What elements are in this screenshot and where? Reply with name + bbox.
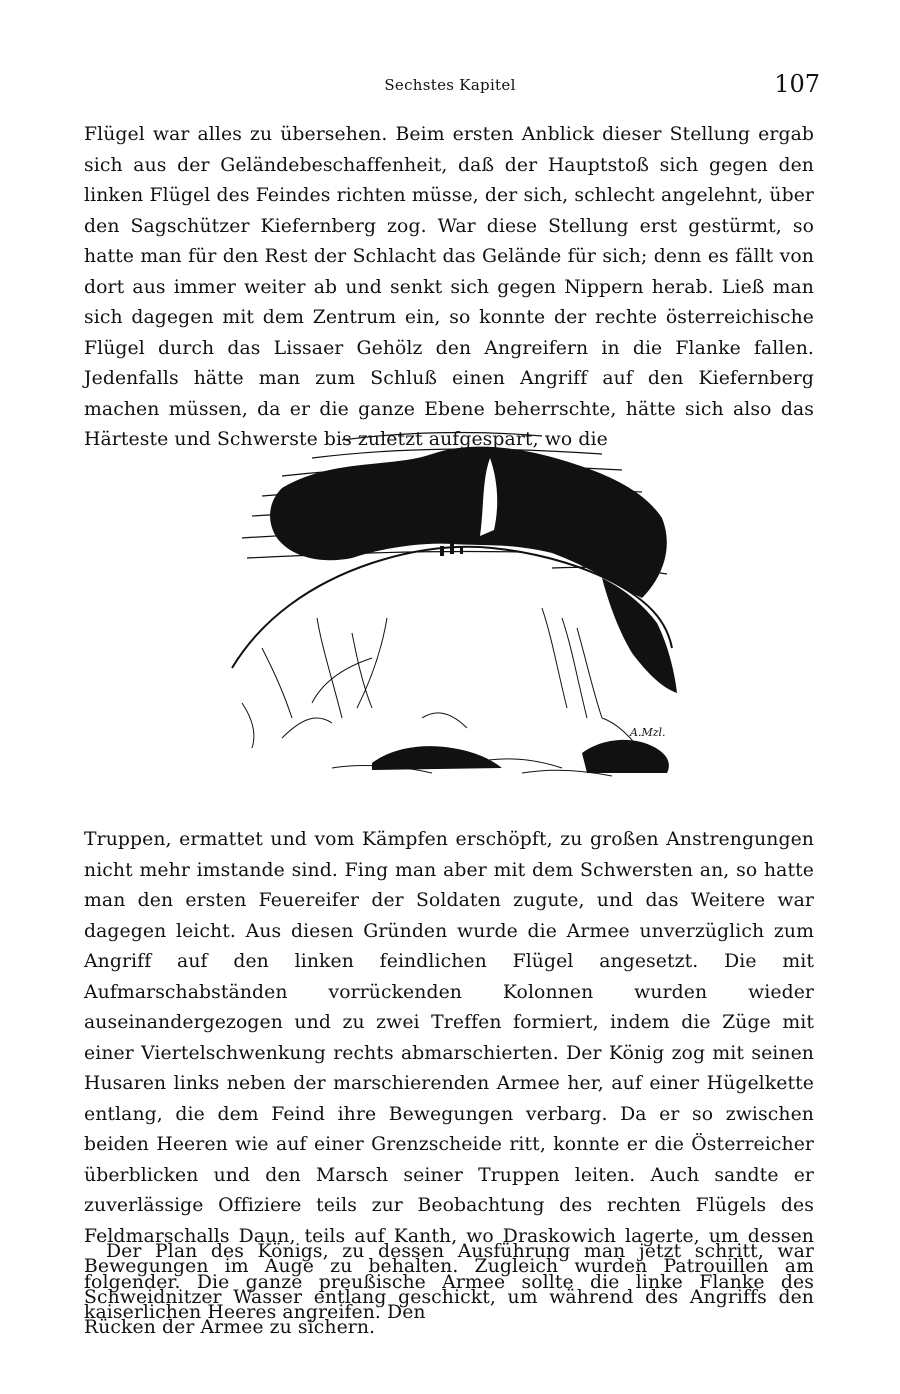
hill-illustration: [222, 418, 682, 790]
hill-engraving: [222, 418, 682, 790]
body-paragraph-3: Der Plan des Königs, zu dessen Ausführung man jetzt schritt, war folgender. Die ganze preußische Armee sollte die linke Flanke des kaiserlichen Heeres angreifen. Den: [84, 1241, 814, 1323]
hill-hatching: [242, 608, 642, 753]
artist-signature: A.Mzl.: [630, 726, 666, 739]
body-paragraph-1: Flügel war alles zu übersehen. Beim ersten Anblick dieser Stellung ergab sich aus der Geländebeschaffenheit, daß der Hauptstoß sich gegen den linken Flügel des Feindes richten müsse, der sich, schlecht angelehnt, über den Sagschützer Kiefernberg zog. War diese Stellung erst gestürmt, so hatte man für den Rest der Schlacht das Gelände für sich; denn es fällt von dort aus immer weiter ab und senkt sich gegen Nippern herab. Ließ man sich dagegen mit dem Zentrum ein, so konnte der rechte österreichische Flügel durch das Lissaer Gehölz den Angreifern in die Flanke fallen. Jedenfalls hätte man zum Schluß einen Angriff auf den Kiefernberg machen müssen, da er die ganze Ebene beherrschte, hätte sich also das Härteste und Schwerste bis zuletzt aufgespart, wo die: [84, 124, 814, 450]
page-number: 107: [774, 70, 820, 98]
page-header: [80, 70, 820, 106]
running-head: Sechstes Kapitel: [384, 76, 516, 94]
foreground-mound: [582, 740, 669, 773]
body-paragraph-2: Truppen, ermattet und vom Kämpfen erschöpft, zu großen Anstrengungen nicht mehr imstande sind. Fing man aber mit dem Schwersten an, so hatte man den ersten Feuereifer der Soldaten zugute, und das Weitere war dagegen leicht. Aus diesen Gründen wurde die Armee unverzüglich zum Angriff auf den linken feindlichen Flügel angesetzt. Die mit Aufmarschabständen vorrückenden Kolonnen wurden wieder auseinandergezogen und zu zwei Treffen formiert, indem die Züge mit einer Viertelschwenkung rechts abmarschierten. Der König zog mit seinen Husaren links neben der marschierenden Armee her, auf einer Hügelkette entlang, die dem Feind ihre Bewegungen verbarg. Da er so zwischen beiden Heeren wie auf einer Grenzscheide ritt, konnte er die Österreicher überblicken und den Marsch seiner Truppen leiten. Auch sandte er zuverlässige Offiziere teils zur Beobachtung des rechten Flügels des Feldmarschalls Daun, teils auf Kanth, wo Draskowich lagerte, um dessen Bewegungen im Auge zu behalten. Zugleich wurden Patrouillen am Schweidnitzer Wasser entlang geschickt, um während des Angriffs den Rücken der Armee zu sichern.: [84, 829, 814, 1338]
summit-figures: [440, 544, 463, 556]
